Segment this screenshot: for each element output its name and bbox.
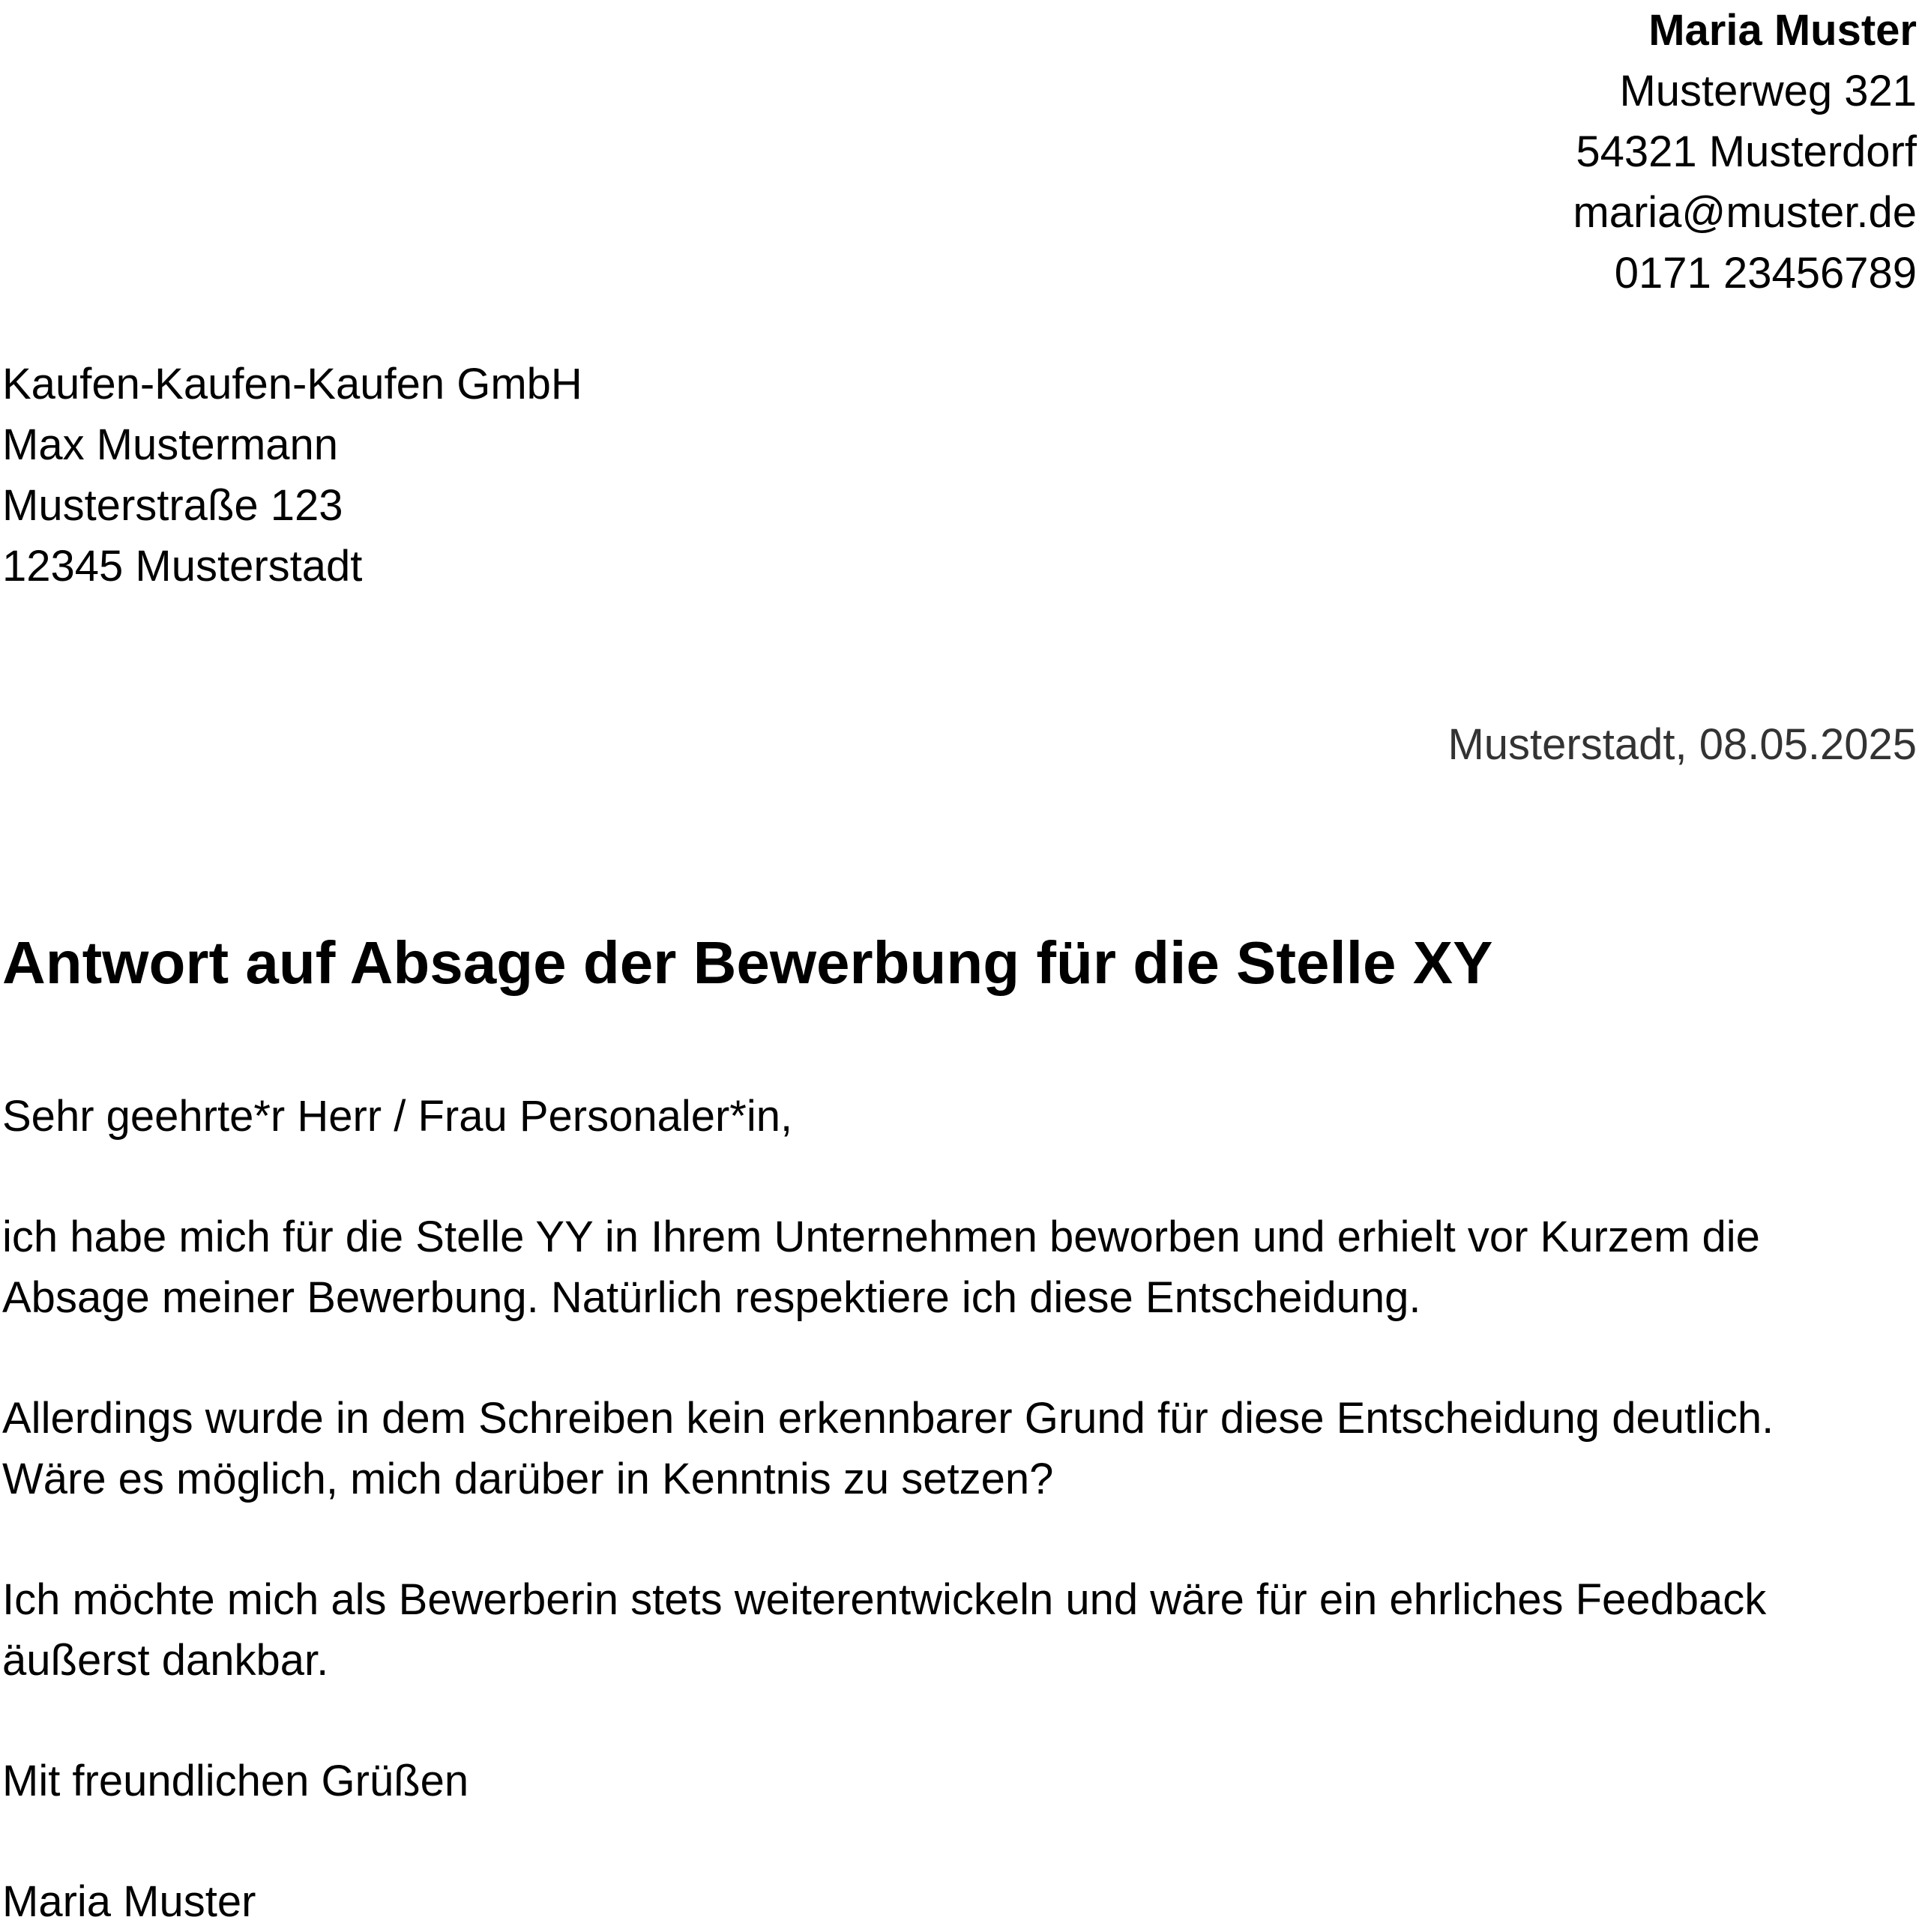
sender-street: Musterweg 321 — [1619, 67, 1917, 115]
sender-city: 54321 Musterdorf — [1576, 127, 1917, 176]
paragraph-line: ich habe mich für die Stelle YY in Ihrem Unternehmen beworben und erhielt vor Kurzem die — [2, 1213, 1760, 1261]
sender-email: maria@muster.de — [1573, 188, 1917, 237]
body-paragraph — [2, 1569, 1876, 1691]
body-paragraph — [2, 1388, 1876, 1509]
recipient-company: Kaufen-Kaufen-Kaufen GmbH — [2, 360, 582, 408]
signature-name: Maria Muster — [2, 1877, 256, 1926]
paragraph-line: Ich möchte mich als Bewerberin stets weiterentwickeln und wäre für ein ehrliches Feedback — [2, 1575, 1767, 1624]
recipient-address-block — [2, 354, 582, 597]
salutation: Sehr geehrte*r Herr / Frau Personaler*in, — [2, 1092, 793, 1141]
paragraph-line: äußerst dankbar. — [2, 1636, 329, 1685]
recipient-city: 12345 Musterstadt — [2, 542, 363, 591]
body-paragraph — [2, 1207, 1876, 1328]
closing-formula: Mit freundlichen Grüßen — [2, 1757, 469, 1805]
paragraph-line: Wäre es möglich, mich darüber in Kenntnis zu setzen? — [2, 1455, 1054, 1503]
paragraph-line: Absage meiner Bewerbung. Natürlich respektiere ich diese Entscheidung. — [2, 1273, 1421, 1322]
letter-date: Musterstadt, 08.05.2025 — [1447, 720, 1917, 769]
recipient-street: Musterstraße 123 — [2, 481, 343, 530]
letter-subject: Antwort auf Absage der Bewerbung für die Stelle XY — [2, 929, 1493, 996]
recipient-contact: Max Mustermann — [2, 420, 339, 469]
sender-address-block — [1573, 0, 1917, 304]
sender-name: Maria Muster — [1648, 6, 1917, 55]
paragraph-line: Allerdings wurde in dem Schreiben kein erkennbarer Grund für diese Entscheidung deutlich. — [2, 1394, 1774, 1443]
sender-phone: 0171 23456789 — [1614, 249, 1917, 298]
